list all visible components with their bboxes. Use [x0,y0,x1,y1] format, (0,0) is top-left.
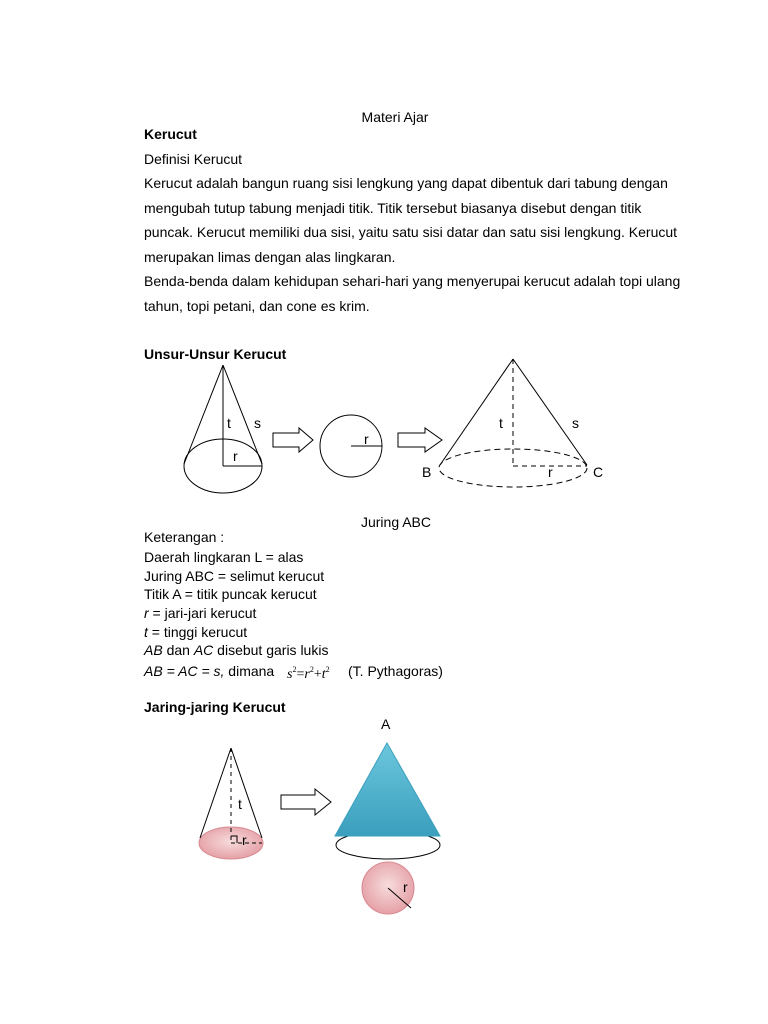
keterangan-title: Keterangan : [144,529,225,545]
var-t-desc: = tinggi kerucut [147,624,248,640]
section-heading-unsur: Unsur-Unsur Kerucut [144,346,287,362]
equation-lhs: AB = AC = s, [144,663,225,679]
formula-note: (T. Pythagoras) [348,663,443,679]
circle-label-r: r [364,431,369,447]
section-heading-jaring: Jaring-jaring Kerucut [144,699,286,715]
net-selimut-triangle [335,743,440,836]
cone-label-s: s [254,415,261,431]
cone-label-t: t [227,415,231,431]
line-ac: AC [193,642,214,658]
formula-equals: = [296,667,305,682]
jaring-cone-label-r: r [242,832,247,848]
paragraph-line: merupakan limas dengan alas lingkaran. [144,248,396,265]
formula-r: r [304,667,310,682]
cone-side-right [231,748,262,838]
section-heading-kerucut: Kerucut [144,126,197,142]
cone-label-r: r [233,448,238,464]
formula-exponent: 2 [325,665,330,674]
line-dan: dan [162,642,194,658]
big-cone-label-r: r [548,464,553,480]
formula-s: s [287,667,293,682]
var-r: r [144,605,149,621]
keterangan-item: Juring ABC = selimut kerucut [144,568,325,584]
paragraph-line: tahun, topi petani, dan cone es krim. [144,297,370,314]
line-ab: AB [144,642,163,658]
var-t: t [144,624,148,640]
var-r-desc: = jari-jari kerucut [148,605,257,621]
paragraph-line: mengubah tutup tabung menjadi titik. Titik tersebut biasanya disebut dengan titik [144,199,642,216]
paragraph-line: Benda-benda dalam kehidupan sehari-hari yang menyerupai kerucut adalah topi ulang [144,273,681,289]
formula-t: t [321,667,326,682]
big-cone-label-b: B [422,464,432,480]
paragraph-line: Kerucut adalah bangun ruang sisi lengkung yang dapat dibentuk dari tabung dengan [144,175,668,191]
formula-exponent: 2 [292,665,297,674]
subheading-definisi: Definisi Kerucut [144,151,243,167]
keterangan-item: Titik A = titik puncak kerucut [144,586,317,602]
formula-exponent: 2 [309,665,314,674]
big-cone-label-s: s [572,415,579,431]
diagram-caption: Juring ABC [360,514,432,530]
equation-dimana: dimana [224,663,275,679]
arrow-right-icon [281,789,331,815]
jaring-cone-label-t: t [238,796,242,812]
formula-plus: + [313,667,322,682]
big-cone-label-t: t [499,415,503,431]
big-cone-label-c: C [593,464,604,480]
cone-side-left [200,748,231,838]
keterangan-item: Daerah lingkaran L = alas [144,549,304,565]
paragraph-line: puncak. Kerucut memiliki dua sisi, yaitu satu sisi datar dan satu sisi lengkung. Kerucut [144,224,678,240]
line-desc: disebut garis lukis [213,642,329,658]
jaring-net-label-r: r [403,879,408,895]
page-title: Materi Ajar [361,109,429,125]
jaring-net-label-a: A [381,716,391,732]
